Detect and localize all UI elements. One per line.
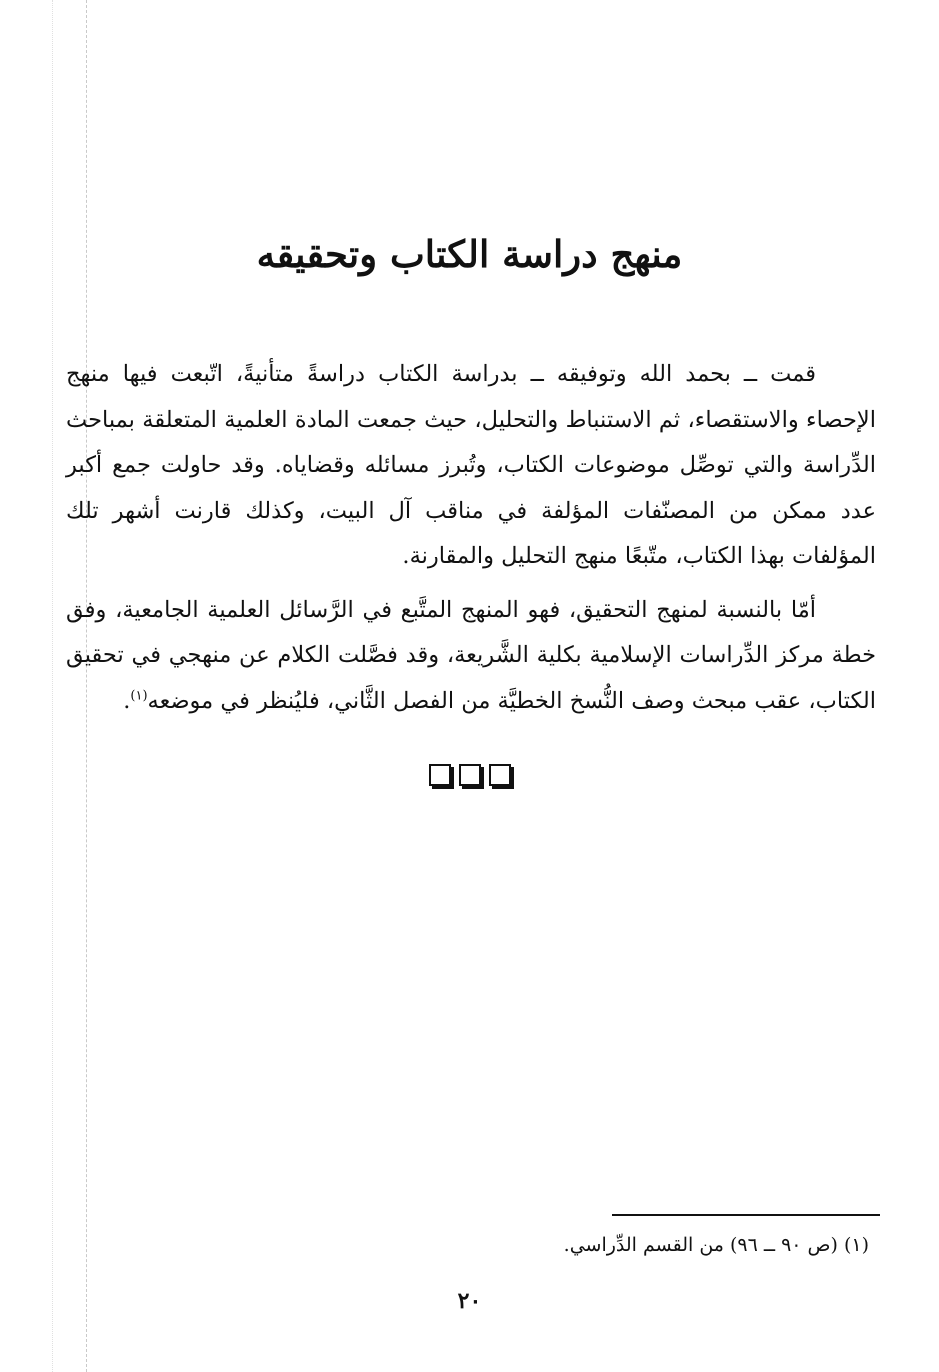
footnote: (١) (ص ٩٠ ــ ٩٦) من القسم الدِّراسي.: [563, 1234, 869, 1256]
paragraph-2: [66, 588, 876, 725]
footnote-reference: (١): [130, 688, 148, 703]
page-number: ٢٠: [457, 1288, 482, 1314]
footnote-separator: [612, 1214, 880, 1216]
box-ornament-icon: [429, 764, 451, 786]
paragraph-1: قمت ــ بحمد الله وتوفيقه ــ بدراسة الكتاب دراسةً متأنيةً، اتّبعت فيها منهج الإحصاء والاستقصاء، ثم الاستنباط والتحليل، حيث جمعت المادة العلمية المتعلقة بمباحث الدِّراسة والتي توصِّل موضوعات الكتاب، وتُبرز مسائله وقضاياه. وقد حاولت جمع أكبر عدد ممكن من المصنّفات المؤلفة في مناقب آل البيت، وكذلك قارنت أشهر تلك المؤلفات بهذا الكتاب، متّبعًا منهج التحليل والمقارنة.: [66, 361, 876, 569]
scan-artifact-line-faint: [52, 0, 53, 1372]
paragraph-2-end: .: [123, 687, 131, 714]
box-ornament-icon: [489, 764, 511, 786]
page-title: منهج دراسة الكتاب وتحقيقه: [256, 232, 683, 276]
body-text: [66, 352, 876, 724]
section-end-ornament: [0, 764, 939, 786]
box-ornament-icon: [459, 764, 481, 786]
paragraph-2-text: أمّا بالنسبة لمنهج التحقيق، فهو المنهج المتَّبع في الرَّسائل العلمية الجامعية، وفق خطة مركز الدِّراسات الإسلامية بكلية الشَّريعة، وقد فصَّلت الكلام عن منهجي في تحقيق الكتاب، عقب مبحث وصف النُّسخ الخطيَّة من الفصل الثَّاني، فليُنظر في موضعه: [66, 596, 876, 714]
